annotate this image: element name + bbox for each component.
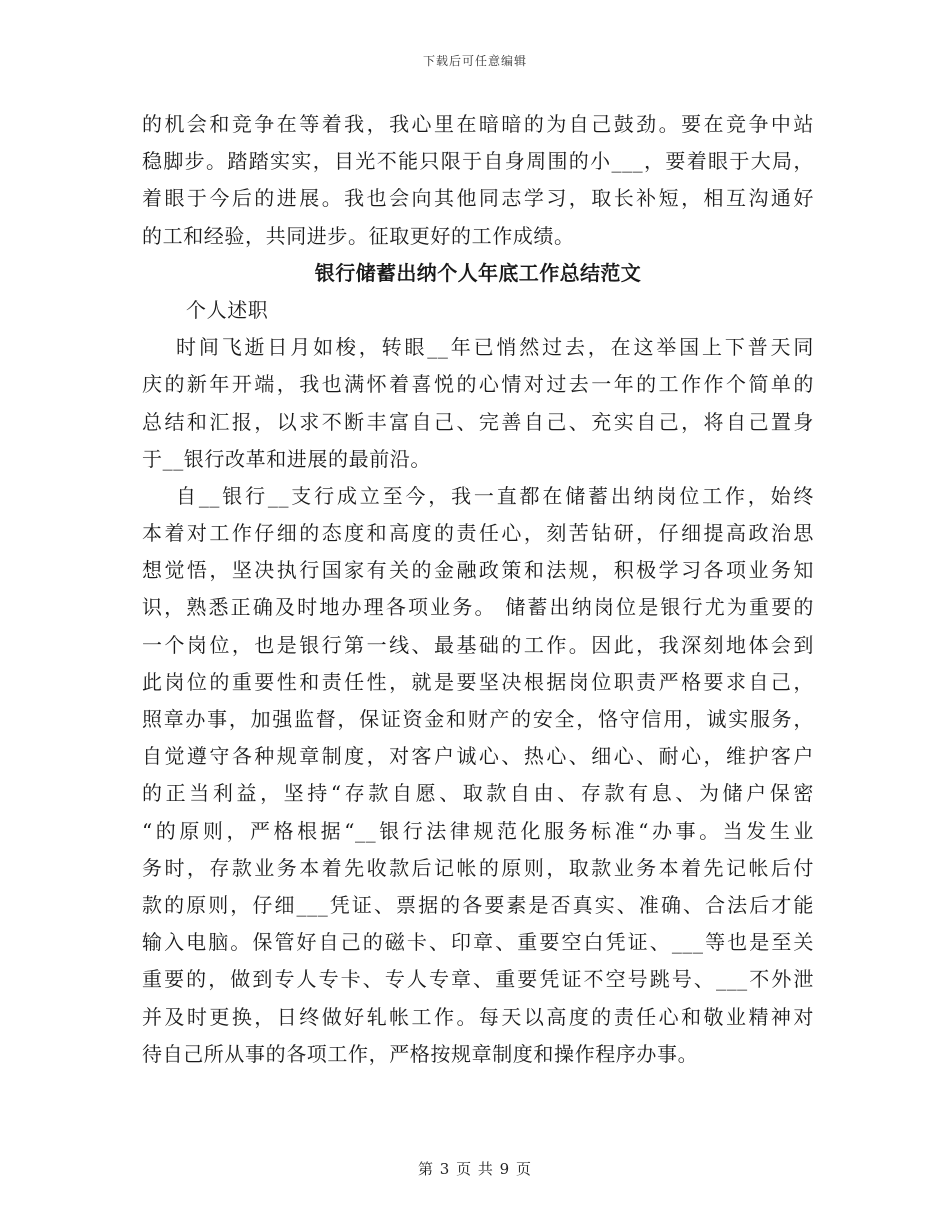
text-line: 款的原则，仔细___凭证、票据的各要素是否真实、准确、合法后才能 <box>142 892 814 917</box>
text-line: 识，熟悉正确及时地办理各项业务。 储蓄出纳岗位是银行尤为重要的 <box>142 595 814 620</box>
paragraph-2 <box>142 478 814 1073</box>
text-line: 庆的新年开端，我也满怀着喜悦的心情对过去一年的工作作个简单的 <box>142 372 814 397</box>
text-line: 的工和经验，共同进步。征取更好的工作成绩。 <box>142 223 575 248</box>
text-line: 照章办事，加强监督，保证资金和财产的安全，恪守信用，诚实服务， <box>142 707 814 731</box>
intro-paragraph <box>142 106 814 255</box>
text-line: 本着对工作仔细的态度和高度的责任心，刻苦钻研，仔细提高政治思 <box>142 521 814 546</box>
subheading: 个人述职 <box>186 297 269 322</box>
text-line: 重要的，做到专人专卡、专人专章、重要凭证不空号跳号、___不外泄 <box>142 967 814 992</box>
document-body <box>142 106 814 1073</box>
text-line: 的正当利益，坚持“存款自愿、取款自由、存款有息、为储户保密 <box>142 781 814 806</box>
section-title: 银行储蓄出纳个人年底工作总结范文 <box>314 260 642 285</box>
text-line: 着眼于今后的进展。我也会向其他同志学习，取长补短，相互沟通好 <box>142 186 814 211</box>
text-line: 稳脚步。踏踏实实，目光不能只限于自身周围的小___，要着眼于大局， <box>142 149 814 174</box>
text-line: 自觉遵守各种规章制度，对客户诚心、热心、细心、耐心，维护客户 <box>142 744 814 769</box>
text-line: 总结和汇报，以求不断丰富自己、完善自己、充实自己，将自己置身 <box>142 409 814 434</box>
text-line: 想觉悟，坚决执行国家有关的金融政策和法规，积极学习各项业务知 <box>142 558 814 583</box>
text-line: 务时，存款业务本着先收款后记帐的原则，取款业务本着先记帐后付 <box>142 855 814 880</box>
text-line: 的机会和竞争在等着我，我心里在暗暗的为自己鼓劲。要在竞争中站 <box>142 112 814 136</box>
text-line: 输入电脑。保管好自己的磁卡、印章、重要空白凭证、___等也是至关 <box>142 930 814 955</box>
text-line: “的原则，严格根据“__银行法律规范化服务标准“办事。当发生业 <box>142 818 814 843</box>
text-line: 并及时更换，日终做好轧帐工作。每天以高度的责任心和敬业精神对 <box>142 1004 814 1029</box>
paragraph-1 <box>142 329 814 478</box>
page-number: 第 3 页 共 9 页 <box>418 1160 532 1178</box>
text-line: 自__银行__支行成立至今，我一直都在储蓄出纳岗位工作，始终 <box>176 483 814 508</box>
text-line: 于__银行改革和进展的最前沿。 <box>142 446 431 471</box>
text-line: 一个岗位，也是银行第一线、最基础的工作。因此，我深刻地体会到 <box>142 632 814 657</box>
header-note: 下载后可任意编辑 <box>422 54 527 68</box>
text-line: 时间飞逝日月如梭，转眼__年已悄然过去，在这举国上下普天同 <box>176 335 814 360</box>
text-line: 此岗位的重要性和责任性，就是要坚决根据岗位职责严格要求自己， <box>142 669 814 694</box>
text-line: 待自己所从事的各项工作，严格按规章制度和操作程序办事。 <box>142 1041 699 1066</box>
